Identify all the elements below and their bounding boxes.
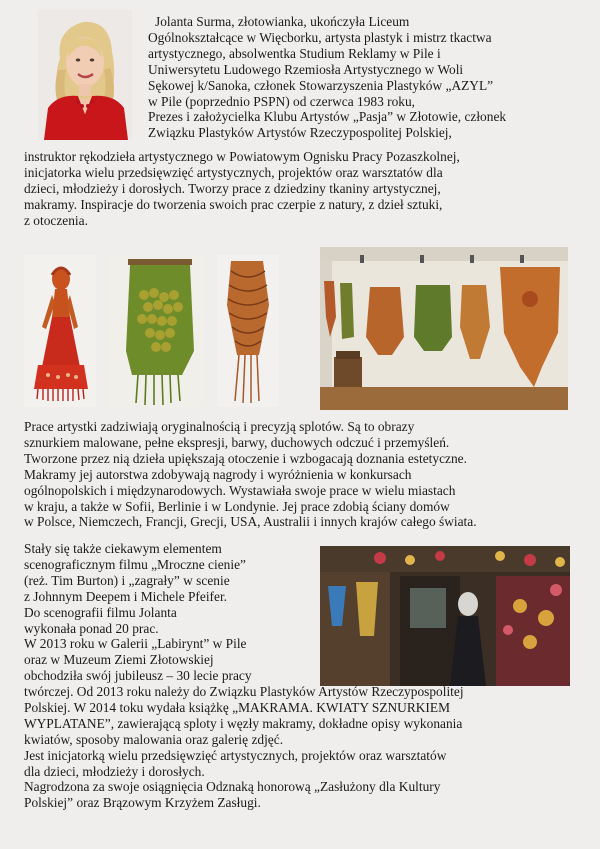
works-line: Prace artystki zadziwiają oryginalnością i precyzją splotów. Są to obrazy xyxy=(24,419,415,434)
bio-intro-line: Jolanta Surma, złotowianka, ukończyła Liceum xyxy=(155,14,410,29)
bio-intro-line: w Pile (poprzednio PSPN) od czerwca 1983 roku, xyxy=(148,93,416,109)
works-line: Tworzone przez nią dzieła upiększają otoczenie i wzbogacają doznania estetyczne. xyxy=(24,450,467,466)
macrame-red-figure-photo xyxy=(24,255,96,407)
works-line: w Polsce, Niemczech, Francji, Grecji, USA, Australii i innych krajów całego świata. xyxy=(24,514,477,530)
film-line: W 2013 roku w Galerii „Labirynt” w Pile xyxy=(24,636,247,652)
film-line: Do scenografii filmu Jolanta xyxy=(24,604,177,620)
bio-intro xyxy=(148,14,506,141)
film-line: wykonała ponad 20 prac. xyxy=(24,620,159,636)
bio-line: inicjatorka wielu przedsięwzięć artystycznych, projektów oraz warsztatów dla xyxy=(24,164,443,180)
macrame-green-grapes-photo xyxy=(108,255,206,407)
closing-line: Polskiej. W 2014 toku wydała książkę „MAKRAMA. KWIATY SZNURKIEM xyxy=(24,699,450,715)
closing-line: WYPLATANE”, zawierającą sploty i węzły makramy, dokładne opisy wykonania xyxy=(24,715,463,731)
works-line: sznurkiem malowane, pełne ekspresji, barwy, duchowych odczuć i przemyśleń. xyxy=(24,434,450,450)
bio-line: dzieci, młodzieży i dorosłych. Tworzy prace z dziedziny tkaniny artystycznej, xyxy=(24,180,441,196)
artist-portrait-photo xyxy=(38,10,132,140)
closing-line: Nagrodzona za swoje osiągnięcia Odznaką honorową „Zasłużony dla Kultury xyxy=(24,779,441,795)
macrame-orange-twist-photo xyxy=(217,255,279,407)
film-line: scenograficznym filmu „Mroczne cienie” xyxy=(24,556,246,572)
closing-line: kwiatów, sposoby malowania oraz galerię zdjęć. xyxy=(24,731,284,747)
closing-line: dla dzieci, młodzieży i dorosłych. xyxy=(24,763,205,779)
bio-intro-line: Sękowej k/Sanoka, członek Stowarzyszenia Plastyków „AZYL” xyxy=(148,77,494,93)
bio-continued xyxy=(24,149,460,229)
exhibition-room-photo xyxy=(320,247,568,410)
works-line: ogólnopolskich i międzynarodowych. Wystawiała swoje prace w wielu miastach xyxy=(24,482,456,498)
film-line: oraz w Muzeum Ziemi Złotowskiej xyxy=(24,652,214,668)
bio-line: makramy. Inspiracje do tworzenia swoich prac czerpie z natury, z dzieł sztuki, xyxy=(24,196,443,212)
film-line: Stały się także ciekawym elementem xyxy=(24,541,222,556)
bio-line: z otoczenia. xyxy=(24,212,88,228)
closing-line: Polskiej” oraz Brązowym Krzyżem Zasługi. xyxy=(24,795,261,811)
closing-paragraph xyxy=(24,684,464,811)
film-line: obchodziła swój jubileusz – 30 lecie pracy xyxy=(24,668,252,684)
bio-intro-line: Ogólnokształcące w Więcborku, artysta plastyk i mistrz tkactwa xyxy=(148,29,492,45)
film-line: z Johnnym Deepem i Michele Pfeifer. xyxy=(24,588,228,604)
film-scene-photo xyxy=(320,546,570,686)
film-paragraph xyxy=(24,541,252,684)
film-line: (reż. Tim Burton) i „zagrały” w scenie xyxy=(24,572,230,588)
bio-intro-line: artystycznego, absolwentka Studium Reklamy w Pile i xyxy=(148,45,441,61)
closing-line: twórczej. Od 2013 roku należy do Związku Plastyków Artystów Rzeczypospolitej xyxy=(24,684,464,699)
bio-line: instruktor rękodzieła artystycznego w Powiatowym Ognisku Pracy Pozaszkolnej, xyxy=(24,149,460,164)
works-line: w kraju, a także w Sofii, Berlinie i w Londynie. Jej prace zdobią ściany domów xyxy=(24,498,450,514)
works-line: Makramy jej autorstwa zdobywają nagrody i wyróżnienia w konkursach xyxy=(24,466,412,482)
bio-intro-line: Związku Plastyków Artystów Rzeczypospolitej Polskiej, xyxy=(148,125,452,141)
bio-intro-line: Uniwersytetu Ludowego Rzemiosła Artystycznego w Woli xyxy=(148,61,464,77)
works-paragraph xyxy=(24,419,477,530)
bio-intro-line: Prezes i założycielka Klubu Artystów „Pasja” w Złotowie, członek xyxy=(148,109,507,125)
closing-line: Jest inicjatorką wielu przedsięwzięć artystycznych, projektów oraz warsztatów xyxy=(24,747,447,763)
